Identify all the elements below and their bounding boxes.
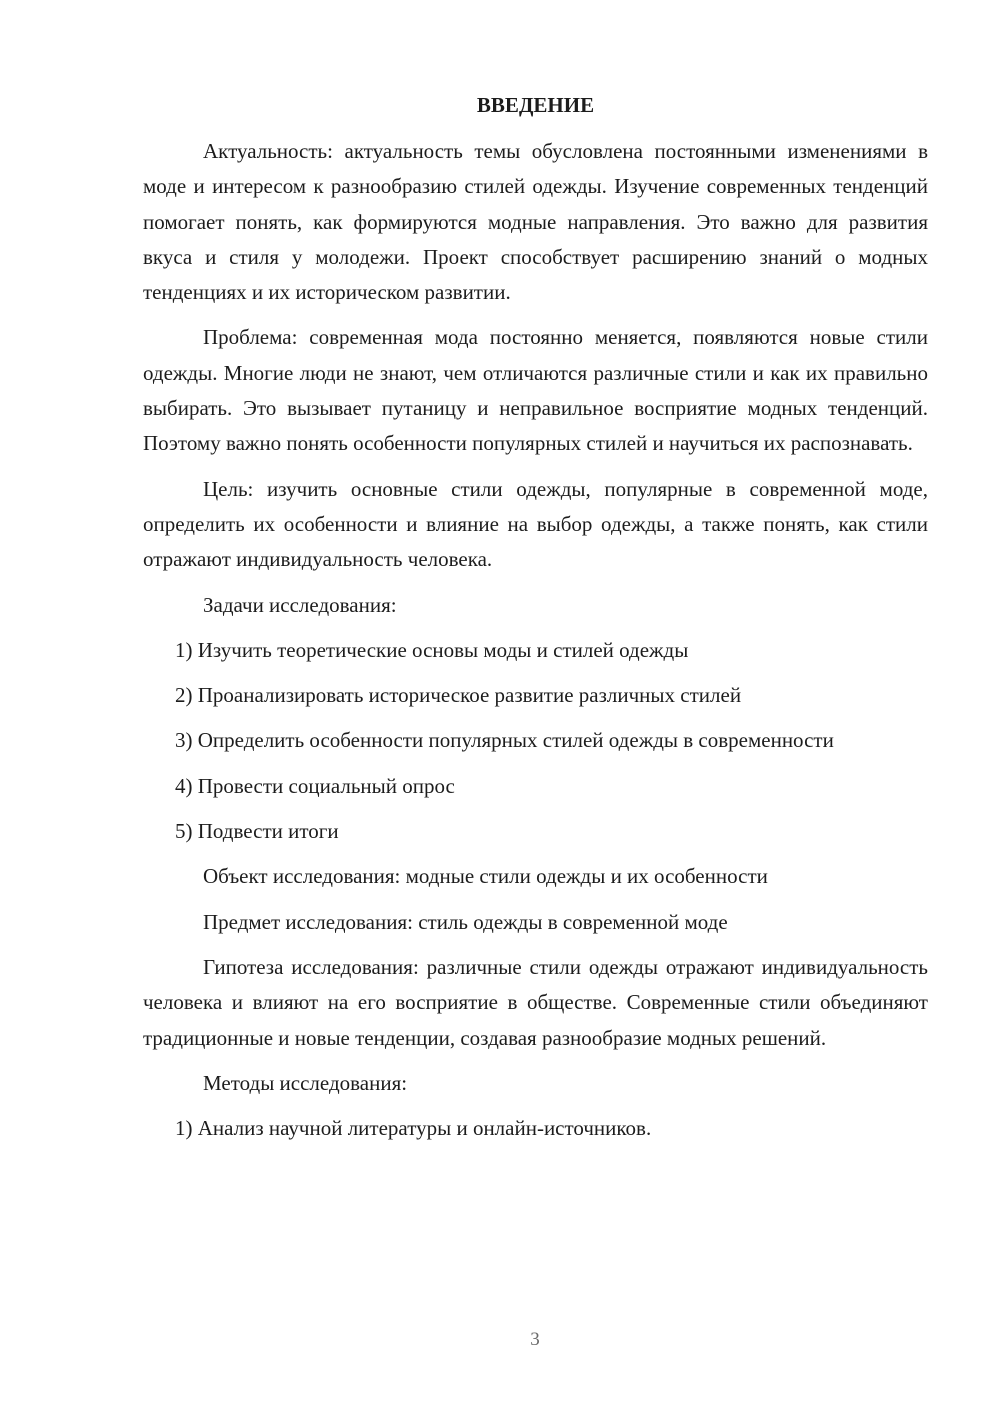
task-item-2: 2) Проанализировать историческое развитие различных стилей [175, 683, 742, 708]
task-item-1: 1) Изучить теоретические основы моды и стилей одежды [175, 637, 689, 662]
task-item-5: 5) Подвести итоги [175, 819, 339, 844]
document-page [143, 88, 928, 1146]
research-object: Объект исследования: модные стили одежды и их особенности [203, 864, 768, 889]
hypothesis-paragraph: Гипотеза исследования: различные стили одежды отражают индивидуальность человека и влияют на его восприятие в обществе. Современные стили объединяют традиционные и новые тенденции, создавая разнообразие модных решений. [143, 954, 928, 1050]
research-subject: Предмет исследования: стиль одежды в современной моде [203, 909, 728, 934]
task-item-4: 4) Провести социальный опрос [175, 773, 455, 798]
methods-title: Методы исследования: [203, 1070, 408, 1095]
tasks-title: Задачи исследования: [203, 592, 397, 617]
task-item-3: 3) Определить особенности популярных стилей одежды в современности [175, 728, 834, 753]
method-item-1: 1) Анализ научной литературы и онлайн-источников. [175, 1116, 652, 1141]
section-heading: ВВЕДЕНИЕ [476, 93, 595, 117]
relevance-paragraph: Актуальность: актуальность темы обусловлена постоянными изменениями в моде и интересом к разнообразию стилей одежды. Изучение современных тенденций помогает понять, как формируются модные направления. Это важно для развития вкуса и стиля у молодежи. Проект способствует расширению знаний о модных тенденциях и их историческом развитии. [143, 139, 928, 305]
page-number: 3 [530, 1329, 540, 1350]
problem-paragraph: Проблема: современная мода постоянно меняется, появляются новые стили одежды. Многие люди не знают, чем отличаются различные стили и как их правильно выбирать. Это вызывает путаницу и неправильное восприятие модных тенденций. Поэтому важно понять особенности популярных стилей и научиться их распознавать. [143, 325, 928, 456]
goal-paragraph: Цель: изучить основные стили одежды, популярные в современной моде, определить их особенности и влияние на выбор одежды, а также понять, как стили отражают индивидуальность человека. [143, 476, 928, 572]
